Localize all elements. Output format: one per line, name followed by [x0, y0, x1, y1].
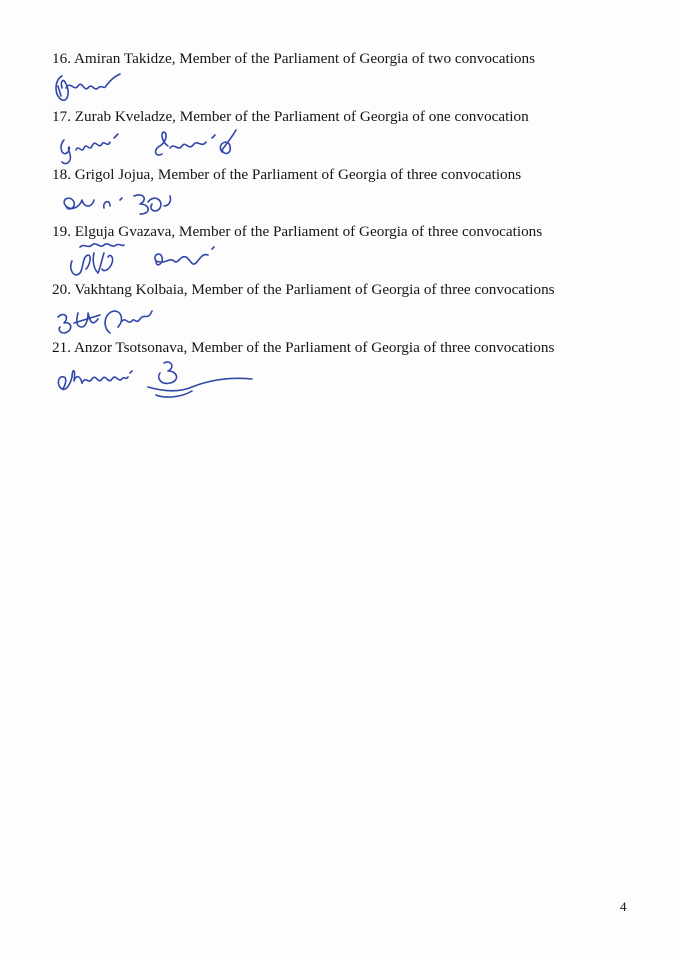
- signatory-entry-20: [52, 281, 642, 339]
- signatory-entry-19: [52, 223, 642, 281]
- signatory-entry-21: [52, 339, 642, 397]
- signatory-entry-18: [52, 166, 642, 224]
- handwritten-signature-icon: [52, 124, 252, 168]
- handwritten-signature-icon: [52, 182, 252, 226]
- handwritten-signature-icon: [52, 297, 252, 341]
- signatory-text: 20. Vakhtang Kolbaia, Member of the Parliament of Georgia of three convocations: [52, 281, 555, 298]
- handwritten-signature-icon: [52, 239, 252, 283]
- signatory-text: 21. Anzor Tsotsonava, Member of the Parliament of Georgia of three convocations: [52, 339, 555, 356]
- signatory-text: 19. Elguja Gvazava, Member of the Parliament of Georgia of three convocations: [52, 223, 543, 240]
- signatory-entry-16: [52, 50, 642, 108]
- handwritten-signature-icon: [52, 355, 272, 405]
- signatory-text: 18. Grigol Jojua, Member of the Parliament of Georgia of three convocations: [52, 166, 522, 183]
- signatory-text: 16. Amiran Takidze, Member of the Parliament of Georgia of two convocations: [52, 50, 535, 67]
- signatory-entry-17: [52, 108, 642, 166]
- page-number: 4: [620, 899, 627, 914]
- handwritten-signature-icon: [52, 66, 192, 108]
- signatory-text: 17. Zurab Kveladze, Member of the Parliament of Georgia of one convocation: [52, 108, 529, 125]
